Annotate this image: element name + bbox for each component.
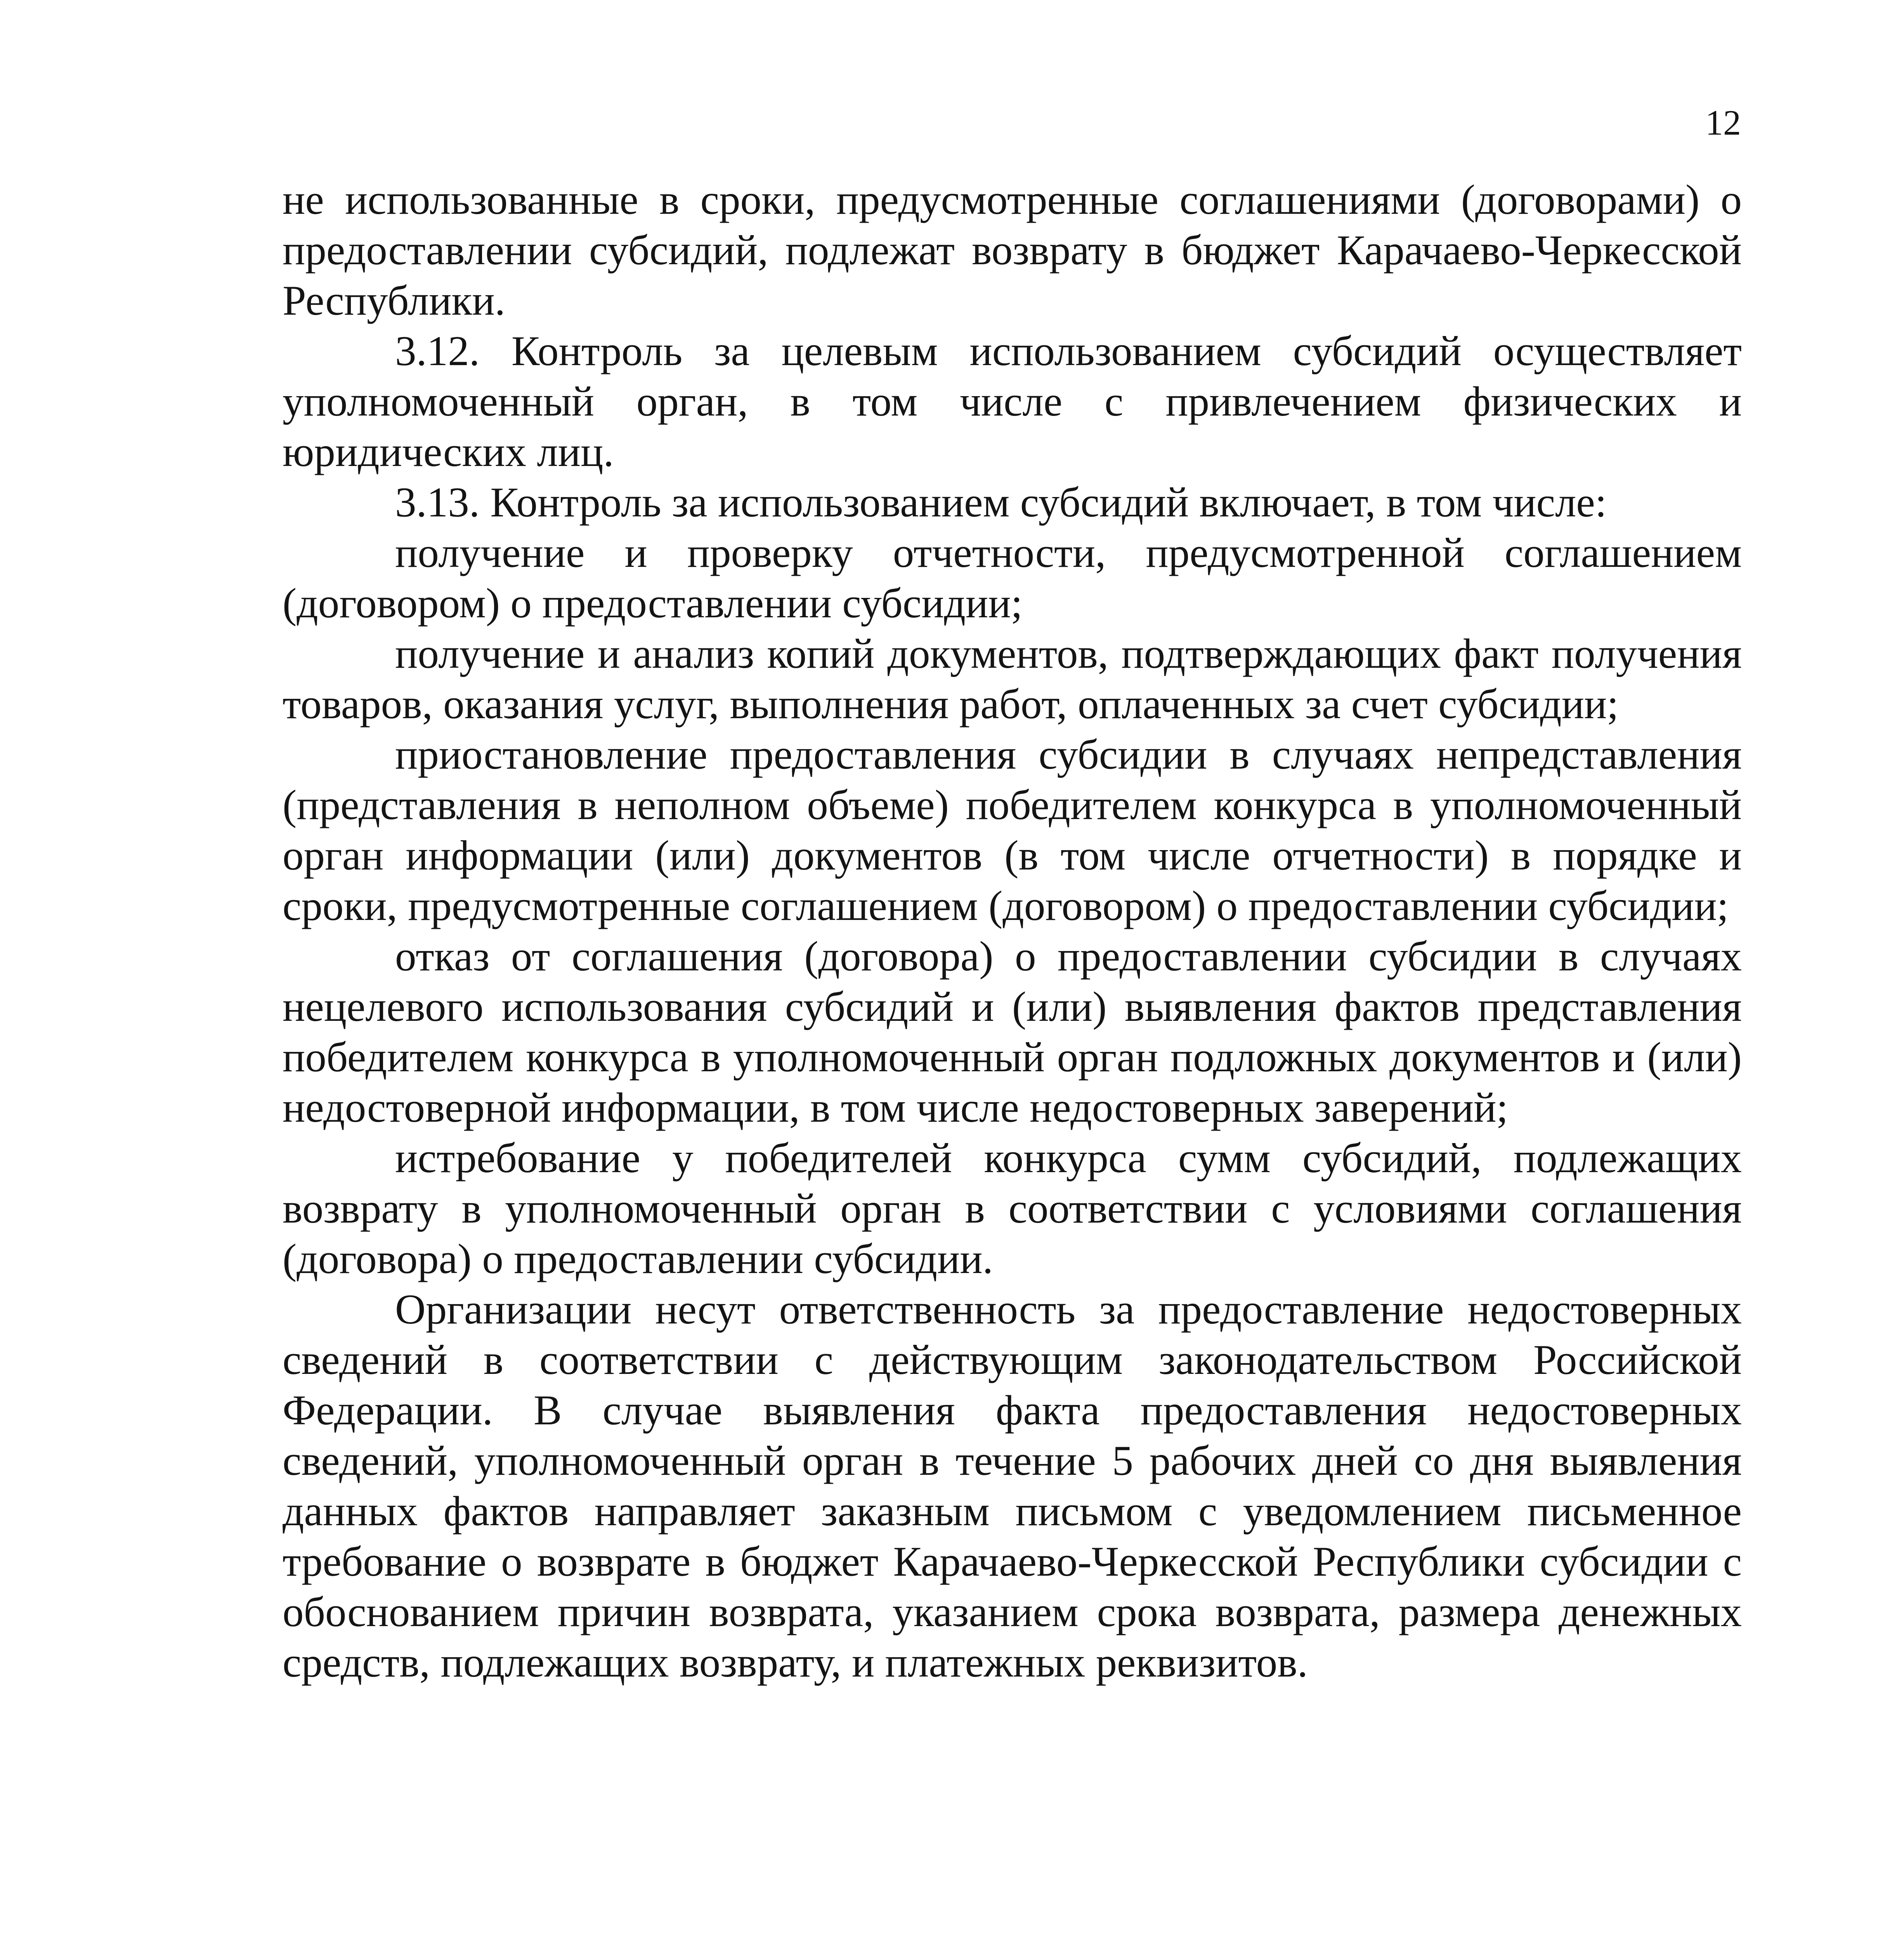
list-item-recovery: истребование у победителей конкурса сумм субсидий, подлежащих возврату в уполномоченный орган в соответствии с условиями соглашения (договора) о предоставлении субсидии. — [283, 1135, 1742, 1282]
page-number: 12 — [1705, 103, 1741, 142]
list-item-suspension: приостановление предоставления субсидии в случаях непредставления (представления в неполном объеме) победителем конкурса в уполномоченный орган информации (или) документов (в том числе отчетности) в порядке и сроки, предусмотренные соглашением (договором) о предоставлении субсидии; — [283, 731, 1742, 929]
list-item-agreement-refusal: отказ от соглашения (договора) о предоставлении субсидии в случаях нецелевого использования субсидий и (или) выявления фактов представления победителем конкурса в уполномоченный орган подложных документов и (или) недостоверной информации, в том числе недостоверных заверений; — [283, 933, 1742, 1131]
paragraph-3-12: 3.12. Контроль за целевым использованием субсидий осуществляет уполномоченный орган, в том числе с привлечением физических и юридических лиц. — [283, 327, 1742, 475]
list-item-reporting-check: получение и проверку отчетности, предусмотренной соглашением (договором) о предоставлении субсидии; — [283, 529, 1742, 627]
paragraph-continuation: не использованные в сроки, предусмотренные соглашениями (договорами) о предоставлении субсидий, подлежат возврату в бюджет Карачаево-Черкесской Республики. — [283, 176, 1742, 324]
document-body — [283, 175, 1742, 1688]
paragraph-3-13: 3.13. Контроль за использованием субсидий включает, в том числе: — [395, 479, 1607, 526]
paragraph-liability: Организации несут ответственность за предоставление недостоверных сведений в соответствии с действующим законодательством Российской Федерации. В случае выявления факта предоставления недостоверных сведений, уполномоченный орган в течение 5 рабочих дней со дня выявления данных фактов направляет заказным письмом с уведомлением письменное требование о возврате в бюджет Карачаево-Черкесской Республики субсидии с обоснованием причин возврата, указанием срока возврата, размера денежных средств, подлежащих возврату, и платежных реквизитов. — [283, 1286, 1742, 1686]
list-item-document-analysis: получение и анализ копий документов, подтверждающих факт получения товаров, оказания услуг, выполнения работ, оплаченных за счет субсидии; — [283, 630, 1742, 728]
